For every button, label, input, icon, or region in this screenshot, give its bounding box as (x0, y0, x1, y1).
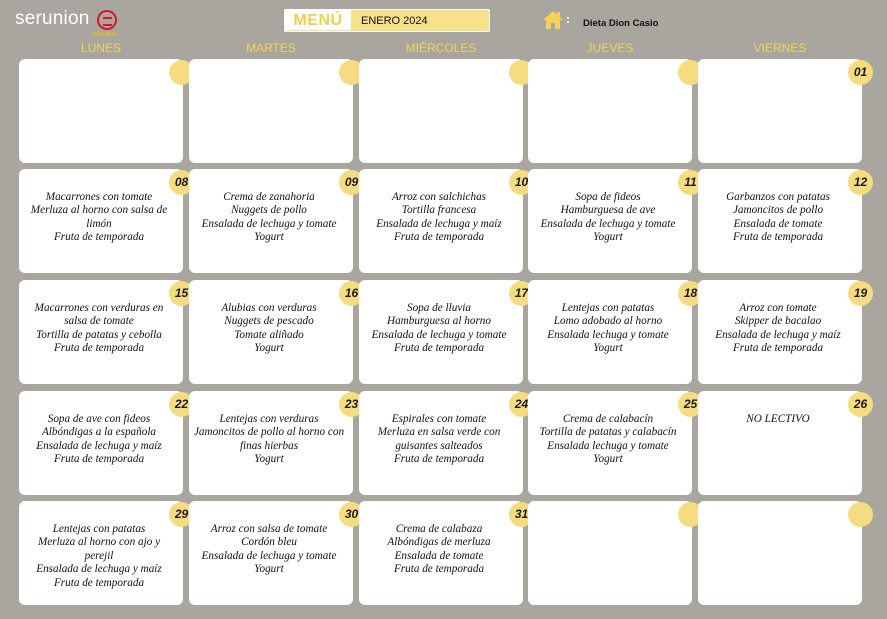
home-colon: : (566, 12, 570, 26)
dish-item: Ensalada de lechuga y maíz (36, 563, 162, 576)
dish-list (702, 413, 854, 426)
day-number-badge: 25 (679, 393, 702, 416)
dish-item: Merluza al horno con ajo y perejil (37, 536, 161, 562)
dish-item: Albóndigas de merluza (387, 536, 491, 549)
dish-item: Tomate aliñado (234, 328, 304, 341)
dish-item: Yogurt (254, 563, 284, 576)
day-cell (359, 391, 529, 495)
weekday-header: LUNES (80, 41, 121, 55)
day-number-badge: 24 (510, 393, 533, 416)
day-cell (528, 501, 692, 605)
dish-item: Macarrones con verduras en salsa de tomate (34, 302, 164, 328)
dish-item: Fruta de temporada (53, 576, 145, 589)
dish-item: Fruta de temporada (393, 342, 485, 355)
dish-item: Fruta de temporada (393, 231, 485, 244)
dish-item: Sopa de fideos (575, 191, 641, 203)
dish-item: Yogurt (254, 231, 284, 244)
dish-item: Ensalada de lechuga y tomate (201, 217, 337, 230)
dish-item: Yogurt (254, 342, 284, 355)
dish-item: Fruta de temporada (393, 453, 485, 466)
dish-item: Ensalada de lechuga y maíz (376, 217, 502, 230)
dish-item: Arroz con salchichas (391, 191, 487, 203)
day-cell (189, 280, 359, 384)
diet-name: Dieta Dion Casio (583, 18, 659, 29)
day-cell (698, 280, 868, 384)
day-number-badge: 18 (679, 282, 702, 305)
dish-item: Lentejas con patatas (52, 523, 146, 535)
dish-item: Nuggets de pescado (224, 315, 314, 328)
dish-item: Arroz con salsa de tomate (210, 523, 328, 535)
dish-item: Lomo adobado al horno (553, 315, 663, 328)
menu-label: MENÚ (285, 10, 351, 30)
day-cell (528, 59, 692, 163)
dish-item: Cordón bleu (241, 536, 297, 549)
day-cell (528, 280, 698, 384)
dish-list (23, 191, 175, 245)
dish-list (193, 302, 345, 356)
dish-list (193, 413, 345, 467)
dish-item: Tortilla francesa (401, 204, 477, 217)
dish-item: Fruta de temporada (393, 563, 485, 576)
day-number-badge (849, 503, 872, 526)
dish-list (193, 191, 345, 245)
day-cell (19, 391, 189, 495)
day-number-badge: 01 (849, 61, 872, 84)
dish-item: Sopa de ave con fideos (47, 413, 151, 425)
dish-item: NO LECTIVO (746, 413, 810, 425)
dish-item: Crema de calabacín (562, 413, 654, 425)
dish-item: Lentejas con verduras (219, 413, 319, 425)
day-cell (698, 59, 868, 163)
day-number-badge: 30 (340, 503, 363, 526)
day-cell (359, 280, 529, 384)
day-cell (19, 169, 189, 273)
day-number-badge: 08 (170, 171, 193, 194)
day-number-badge: 15 (170, 282, 193, 305)
weekday-header: JUEVES (586, 41, 634, 55)
dish-list (363, 523, 515, 577)
dish-item: Crema de calabaza (395, 523, 483, 535)
day-cell (698, 501, 862, 605)
dish-item: Fruta de temporada (732, 342, 824, 355)
day-cell (189, 391, 359, 495)
day-cell (19, 59, 183, 163)
logo-text: serunion (15, 8, 90, 29)
day-cell (528, 391, 698, 495)
dish-item: Crema de zanahoria (223, 191, 315, 203)
dish-list (23, 523, 175, 590)
dish-list (193, 523, 345, 577)
home-icon (542, 10, 564, 30)
dish-list (363, 413, 515, 467)
day-number-badge: 09 (340, 171, 363, 194)
day-cell (189, 59, 353, 163)
day-number-badge: 10 (510, 171, 533, 194)
dish-item: Fruta de temporada (53, 453, 145, 466)
dish-item: Ensalada de lechuga y tomate (540, 217, 676, 230)
dish-item: Ensalada lechuga y tomate (547, 439, 669, 452)
day-number-badge: 17 (510, 282, 533, 305)
weekday-header: VIERNES (753, 41, 807, 55)
logo-mark-icon (97, 10, 117, 30)
day-cell (359, 501, 529, 605)
day-cell (698, 169, 868, 273)
dish-list (23, 302, 175, 356)
day-cell (19, 501, 189, 605)
dish-item: Ensalada de tomate (733, 217, 823, 230)
dish-item: Tortilla de patatas y calabacín (539, 426, 677, 439)
weekday-header: MIÉRCOLES (405, 41, 477, 55)
day-number-badge: 12 (849, 171, 872, 194)
dish-item: Ensalada de tomate (394, 549, 484, 562)
dish-item: Jamoncitos de pollo al horno con finas hierbas (193, 426, 345, 452)
dish-item: Albóndigas a la española (41, 426, 157, 439)
dish-item: Hamburguesa al horno (386, 315, 491, 328)
dish-item: Sopa de lluvia (406, 302, 471, 314)
day-number-badge: 23 (340, 393, 363, 416)
day-cell (189, 169, 359, 273)
dish-item: Yogurt (593, 453, 623, 466)
weekday-header: MARTES (246, 41, 296, 55)
day-number-badge: 29 (170, 503, 193, 526)
dish-list (532, 413, 684, 467)
menu-period: ENERO 2024 (361, 15, 428, 27)
dish-item: Alubias con verduras (221, 302, 317, 314)
dish-item: Yogurt (593, 342, 623, 355)
dish-item: Lentejas con patatas (561, 302, 655, 314)
menu-title-box (284, 9, 490, 32)
dish-item: Arroz con tomate (739, 302, 817, 314)
day-cell (359, 169, 529, 273)
dish-list (363, 191, 515, 245)
day-cell (189, 501, 359, 605)
day-number-badge: 22 (170, 393, 193, 416)
day-number-badge: 16 (340, 282, 363, 305)
dish-list (532, 191, 684, 245)
dish-item: Yogurt (254, 453, 284, 466)
dish-item: Tortilla de patatas y cebolla (36, 328, 162, 341)
dish-item: Fruta de temporada (732, 231, 824, 244)
dish-item: Ensalada de lechuga y maíz (36, 439, 162, 452)
dish-list (23, 413, 175, 467)
dish-item: Ensalada lechuga y tomate (547, 328, 669, 341)
dish-item: Garbanzos con patatas (726, 191, 830, 203)
dish-item: Nuggets de pollo (231, 204, 307, 217)
dish-item: Merluza en salsa verde con guisantes salteados (377, 426, 501, 452)
dish-list (363, 302, 515, 356)
dish-item: Fruta de temporada (53, 342, 145, 355)
dish-item: Ensalada de lechuga y tomate (201, 549, 337, 562)
dish-item: Yogurt (593, 231, 623, 244)
logo-subtext: PALMA (93, 32, 117, 38)
dish-item: Macarrones con tomate (45, 191, 153, 203)
dish-item: Merluza al horno con salsa de limón (30, 204, 168, 230)
day-cell (359, 59, 523, 163)
dish-item: Jamoncitos de pollo (732, 204, 824, 217)
dish-item: Fruta de temporada (53, 231, 145, 244)
day-cell (528, 169, 697, 273)
dish-item: Hamburguesa de ave (560, 204, 656, 217)
dish-item: Ensalada de lechuga y tomate (371, 328, 507, 341)
dish-item: Espirales con tomate (391, 413, 487, 425)
dish-list (532, 302, 684, 356)
dish-list (702, 302, 854, 356)
day-number-badge: 26 (849, 393, 872, 416)
day-cell (698, 391, 868, 495)
dish-list (702, 191, 854, 245)
day-number-badge: 19 (849, 282, 872, 305)
day-number-badge: 11 (679, 171, 702, 194)
dish-item: Skipper de bacalao (734, 315, 822, 328)
dish-item: Ensalada de lechuga y maíz (715, 328, 841, 341)
day-cell (19, 280, 189, 384)
day-number-badge: 31 (510, 503, 533, 526)
